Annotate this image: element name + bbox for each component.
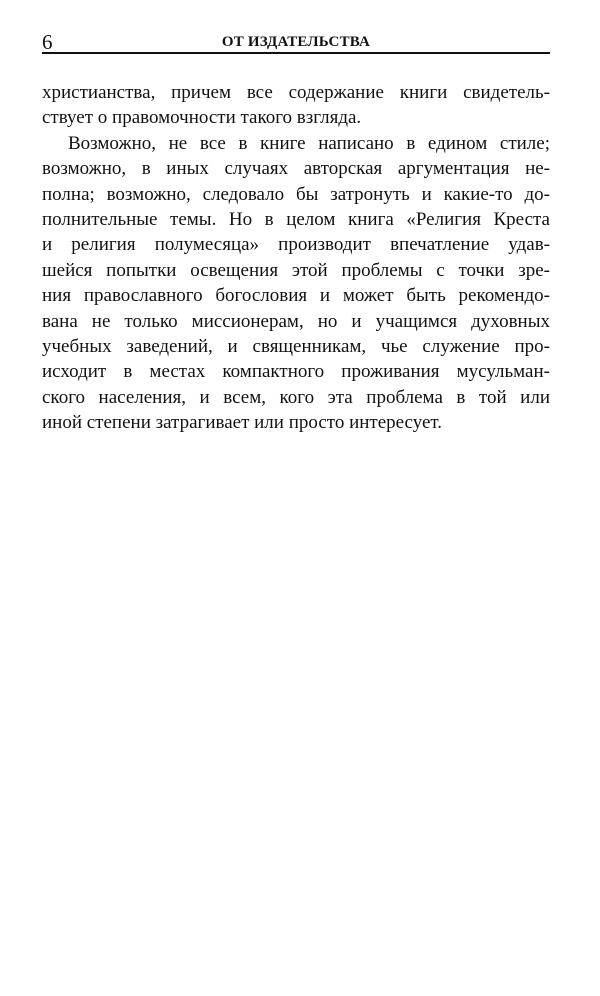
page-number: 6	[42, 30, 53, 54]
text-line: Возможно, не все в книге написано в едином стиле;	[68, 132, 550, 154]
text-line: полнительные темы. Но в целом книга «Религия Креста	[42, 208, 550, 230]
text-line: вана не только миссионерам, но и учащимся духовных	[42, 310, 550, 332]
page-body	[42, 80, 550, 435]
text-line: ствует о правомочности такого взгляда.	[42, 107, 362, 129]
text-line: ского населения, и всем, кого эта проблема в той или	[42, 386, 550, 408]
text-line: учебных заведений, и священникам, чье служение про-	[42, 335, 550, 357]
text-line: христианства, причем все содержание книги свидетель-	[42, 82, 550, 103]
text-line: и религия полумесяца» производит впечатление удав-	[42, 234, 550, 256]
text-line: шейся попытки освещения этой проблемы с точки зре-	[42, 259, 550, 281]
paragraph	[42, 131, 550, 436]
running-title: ОТ ИЗДАТЕЛЬСТВА	[221, 34, 371, 50]
text-line: исходит в местах компактного проживания мусульман-	[42, 361, 550, 383]
running-header	[42, 28, 550, 54]
paragraph	[42, 80, 550, 131]
text-line: иной степени затрагивает или просто интересует.	[42, 412, 443, 434]
text-line: ния православного богословия и может быть рекомендо-	[42, 285, 550, 307]
text-line: полна; возможно, следовало бы затронуть и какие-то до-	[42, 183, 550, 205]
text-line: возможно, в иных случаях авторская аргументация не-	[42, 158, 550, 180]
